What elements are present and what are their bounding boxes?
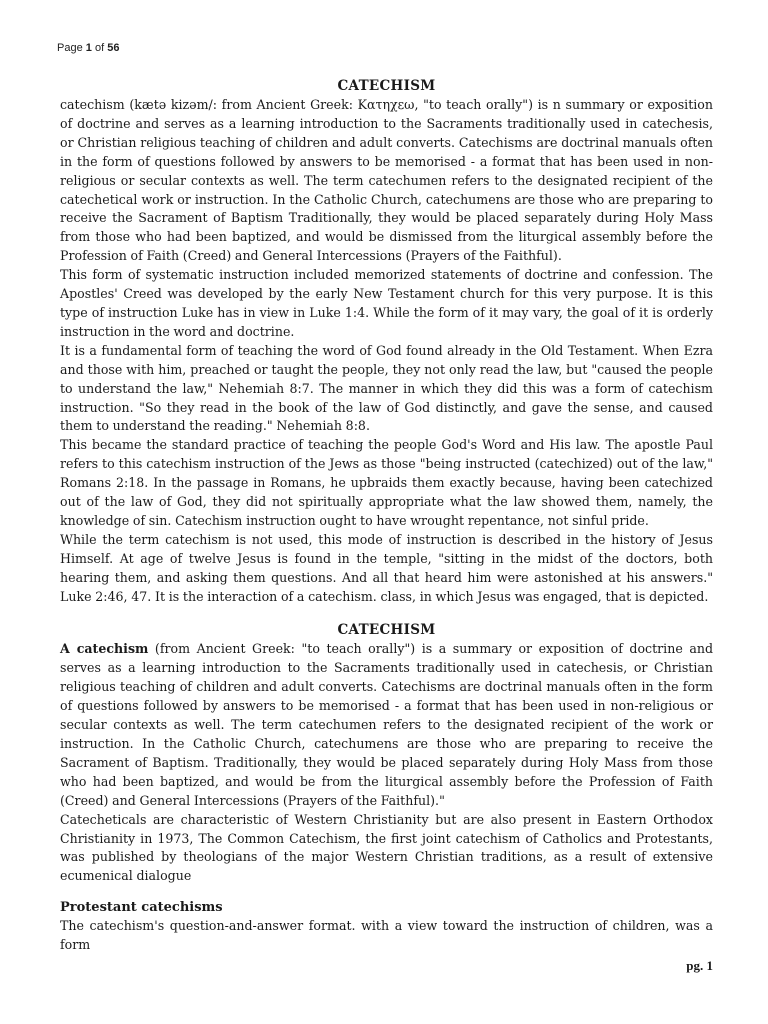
page-label: Page [57, 42, 83, 54]
paragraph-protestant: The catechism's question-and-answer format. with a view toward the instruction of children, was a form [60, 918, 713, 953]
page-number: 1 [85, 42, 92, 54]
section-title-catechism-2: CATECHISM [337, 622, 436, 639]
page-footer: pg. 1 [686, 958, 713, 973]
lead-text: (from Ancient Greek: "to teach orally") is a summary or exposition of doctrine and serves as a learning introduction to the Sacraments traditionally used in catechesis, or Christian religious teaching of children and adult converts. Catechisms are doctrinal manuals often in the form of questions followed by answers to be memorised - a format that has been used in non-religious or secular contexts as well. The term catechumen refers to the designated recipient of the work or instruction. In the Catholic Church, catechumens are those who are preparing to receive the Sacrament of Baptism. Traditionally, they would be placed separately during Holy Mass from those who had been baptized, and would be from the liturgical assembly before the Profession of Faith (Creed) and General Intercessions (Prayers of the Faithful)." [60, 641, 713, 808]
page-header [57, 42, 119, 54]
paragraph-definition: catechism (kætə kizəm/: from Ancient Greek: Κατηχεω, "to teach orally") is n summary or exposition of doctrine and serves as a learning introduction to the Sacraments traditionally used in catechesis, or Christian religious teaching of children and adult converts. Catechisms are doctrinal manuals often in the form of questions followed by answers to be memorised - a format that has been used in non-religious or secular contexts as well. The term catechumen refers to the designated recipient of the catechetical work or instruction. In the Catholic Church, catechumens are those who are preparing to receive the Sacrament of Baptism Traditionally, they would be placed separately during Holy Mass from those who had been baptized, and would be dismissed from the liturgical assembly before the Profession of Faith (Creed) and General Intercessions (Prayers of the Faithful). [60, 97, 713, 264]
paragraph-standard-practice: This became the standard practice of teaching the people God's Word and His law. The apostle Paul refers to this catechism instruction of the Jews as those "being instructed (catechized) out of the law," Romans 2:18. In the passage in Romans, he upbraids them exactly because, having been catechized out of the law of God, they did not spiritually appropriate what the law showed them, namely, the knowledge of sin. Catechism instruction ought to have wrought repentance, not sinful pride. [60, 437, 713, 528]
paragraph-a-catechism [60, 640, 713, 810]
paragraph-jesus-temple: While the term catechism is not used, this mode of instruction is described in the history of Jesus Himself. At age of twelve Jesus is found in the temple, "sitting in the midst of the doctors, both hearing them, and asking them questions. And all that heard him were astonished at his answers." Luke 2:46, 47. It is the interaction of a catechism. class, in which Jesus was engaged, that is depicted. [60, 531, 713, 604]
paragraph-systematic-instruction: This form of systematic instruction included memorized statements of doctrine and confession. The Apostles' Creed was developed by the early New Testament church for this very purpose. It is this type of instruction Luke has in view in Luke 1:4. While the form of it may vary, the goal of it is orderly instruction in the word and doctrine. [60, 267, 713, 339]
paragraph-catecheticals: Catecheticals are characteristic of Western Christianity but are also present in Eastern Orthodox Christianity in 1973, The Common Catechism, the first joint catechism of Catholics and Protestants, was published by theologians of the major Western Christian traditions, as a result of extensive ecumenical dialogue [60, 811, 713, 884]
of-label: of [94, 42, 105, 54]
paragraph-old-testament: It is a fundamental form of teaching the word of God found already in the Old Testament. When Ezra and those with him, preached or taught the people, they not only read the law, but "caused the people to understand the law," Nehemiah 8:7. The manner in which they did this was a form of catechism instruction. "So they read in the book of the law of God distinctly, and gave the sense, and caused them to understand the reading." Nehemiah 8:8. [60, 342, 713, 434]
section-title-catechism: CATECHISM [337, 78, 436, 94]
lead-term: A catechism [60, 641, 149, 657]
document-body [60, 78, 713, 955]
page-total: 56 [107, 42, 120, 54]
heading-protestant-catechisms: Protestant catechisms [60, 900, 223, 916]
